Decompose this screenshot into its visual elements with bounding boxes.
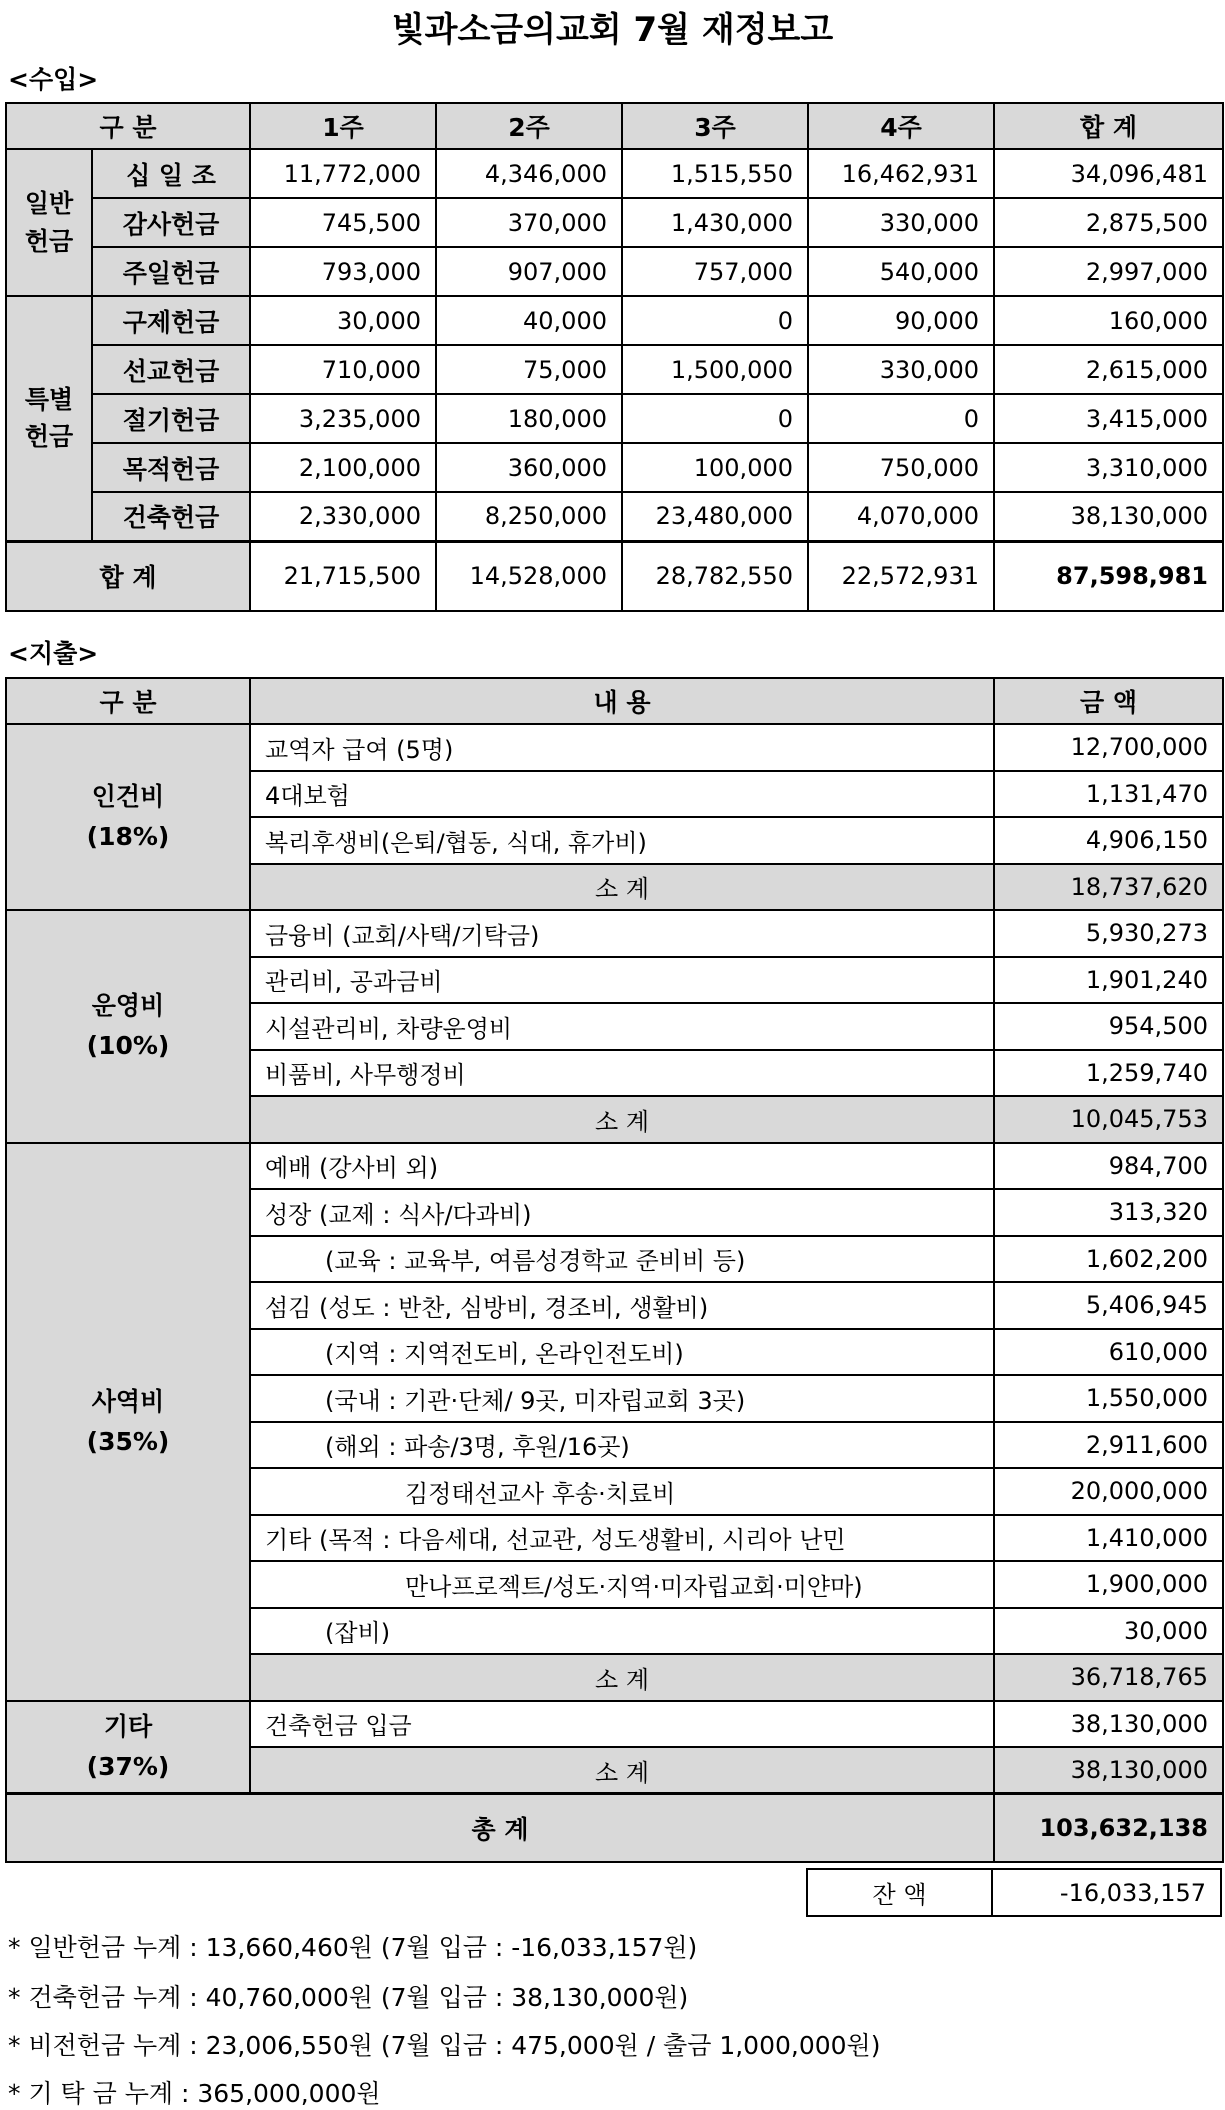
expense-item-text: 섬김 (성도 : 반찬, 심방비, 경조비, 생활비): [250, 1282, 994, 1329]
income-value-w4: 540,000: [808, 247, 994, 296]
income-item-label: 구제헌금: [92, 296, 250, 345]
income-value-w1: 710,000: [250, 345, 436, 394]
income-total-w3: 28,782,550: [622, 541, 808, 611]
income-value-w4: 4,070,000: [808, 492, 994, 541]
expense-item-text: (해외 : 파송/3명, 후원/16곳): [250, 1422, 994, 1469]
expense-row: [6, 910, 1223, 957]
expense-header-amount: 금 액: [994, 678, 1223, 724]
income-total-label: 합 계: [6, 541, 250, 611]
expense-item-amount: 2,911,600: [994, 1422, 1223, 1469]
income-value-total: 3,310,000: [994, 443, 1223, 492]
expense-item-amount: 12,700,000: [994, 724, 1223, 771]
income-value-w3: 0: [622, 296, 808, 345]
expense-item-text: (지역 : 지역전도비, 온라인전도비): [250, 1329, 994, 1376]
expense-item-text: 예배 (강사비 외): [250, 1143, 994, 1190]
income-item-label: 목적헌금: [92, 443, 250, 492]
income-row: [6, 443, 1223, 492]
income-group-label: 특별 헌금: [6, 296, 92, 541]
expense-item-text: 비품비, 사무행정비: [250, 1050, 994, 1097]
expense-item-amount: 30,000: [994, 1608, 1223, 1655]
expense-item-text: 관리비, 공과금비: [250, 957, 994, 1004]
income-table: [5, 102, 1224, 612]
expense-item-text: 건축헌금 입금: [250, 1701, 994, 1748]
expense-item-text: 교역자 급여 (5명): [250, 724, 994, 771]
expense-row: [6, 1701, 1223, 1748]
expense-item-amount: 610,000: [994, 1329, 1223, 1376]
income-value-w4: 330,000: [808, 345, 994, 394]
income-item-label: 선교헌금: [92, 345, 250, 394]
expense-item-text: 기타 (목적 : 다음세대, 선교관, 성도생활비, 시리아 난민: [250, 1515, 994, 1562]
expense-group-cell: [6, 1143, 250, 1701]
income-total-w1: 21,715,500: [250, 541, 436, 611]
income-value-w3: 23,480,000: [622, 492, 808, 541]
balance-table: [806, 1868, 1222, 1917]
income-value-w1: 2,330,000: [250, 492, 436, 541]
expense-subtotal-amount: 36,718,765: [994, 1654, 1223, 1701]
expense-group-cell: [6, 910, 250, 1143]
income-value-w3: 100,000: [622, 443, 808, 492]
income-value-w2: 907,000: [436, 247, 622, 296]
income-row: [6, 394, 1223, 443]
expense-group-percent: (35%): [86, 1426, 170, 1456]
expense-item-amount: 4,906,150: [994, 817, 1223, 864]
income-value-w1: 745,500: [250, 198, 436, 247]
balance-value: -16,033,157: [992, 1869, 1221, 1916]
expense-row: [6, 724, 1223, 771]
expense-item-amount: 1,602,200: [994, 1236, 1223, 1283]
income-value-w3: 1,430,000: [622, 198, 808, 247]
income-value-w4: 16,462,931: [808, 149, 994, 198]
expense-item-amount: 1,901,240: [994, 957, 1223, 1004]
expense-item-amount: 1,550,000: [994, 1375, 1223, 1422]
income-header-row: [6, 103, 1223, 149]
income-value-w2: 40,000: [436, 296, 622, 345]
income-value-total: 34,096,481: [994, 149, 1223, 198]
income-total-w4: 22,572,931: [808, 541, 994, 611]
income-value-w3: 1,515,550: [622, 149, 808, 198]
expense-table: [5, 677, 1224, 1863]
income-value-w4: 90,000: [808, 296, 994, 345]
income-header-total: 합 계: [994, 103, 1223, 149]
expense-group-percent: (18%): [86, 822, 170, 851]
income-value-w1: 793,000: [250, 247, 436, 296]
note-vision-offering: * 비전헌금 누계 : 23,006,550원 (7월 입금 : 475,000원 / 출금 1,000,000원): [8, 2031, 881, 2060]
income-header-w4: 4주: [808, 103, 994, 149]
income-value-w3: 1,500,000: [622, 345, 808, 394]
expense-group-name: 운영비: [91, 991, 165, 1021]
expense-group-percent: (10%): [86, 1031, 170, 1061]
expense-header-content: 내 용: [250, 678, 994, 724]
income-value-w2: 360,000: [436, 443, 622, 492]
expense-group-percent: (37%): [86, 1751, 170, 1781]
income-value-w3: 0: [622, 394, 808, 443]
income-value-w2: 8,250,000: [436, 492, 622, 541]
expense-header-category: 구 분: [6, 678, 250, 724]
expense-item-amount: 5,406,945: [994, 1282, 1223, 1329]
expense-group-name: 기타: [103, 1711, 153, 1741]
expense-item-text: 김정태선교사 후송·치료비: [250, 1468, 994, 1515]
expense-item-text: (잡비): [250, 1608, 994, 1655]
income-header-w3: 3주: [622, 103, 808, 149]
expense-subtotal-amount: 10,045,753: [994, 1096, 1223, 1143]
income-group-label: 일반 헌금: [6, 149, 92, 296]
income-row: [6, 198, 1223, 247]
income-row: [6, 492, 1223, 541]
income-item-label: 주일헌금: [92, 247, 250, 296]
expense-item-amount: 5,930,273: [994, 910, 1223, 957]
income-value-total: 38,130,000: [994, 492, 1223, 541]
expense-subtotal-label: 소 계: [250, 864, 994, 911]
income-value-w4: 750,000: [808, 443, 994, 492]
expense-group-cell: [6, 724, 250, 910]
income-value-total: 160,000: [994, 296, 1223, 345]
expense-item-amount: 954,500: [994, 1003, 1223, 1050]
expense-subtotal-label: 소 계: [250, 1747, 994, 1794]
income-value-total: 2,875,500: [994, 198, 1223, 247]
expense-item-text: 복리후생비(은퇴/협동, 식대, 휴가비): [250, 817, 994, 864]
income-value-total: 2,615,000: [994, 345, 1223, 394]
expense-subtotal-label: 소 계: [250, 1096, 994, 1143]
expense-item-text: 성장 (교제 : 식사/다과비): [250, 1189, 994, 1236]
income-row: [6, 247, 1223, 296]
income-value-w4: 330,000: [808, 198, 994, 247]
expense-item-amount: 1,900,000: [994, 1561, 1223, 1608]
note-general-offering: * 일반헌금 누계 : 13,660,460원 (7월 입금 : -16,033,157원): [8, 1933, 698, 1962]
income-section-label: <수입>: [8, 65, 99, 94]
expense-item-text: 만나프로젝트/성도·지역·미자립교회·미얀마): [250, 1561, 994, 1608]
income-value-w1: 2,100,000: [250, 443, 436, 492]
expense-subtotal-label: 소 계: [250, 1654, 994, 1701]
expense-subtotal-amount: 38,130,000: [994, 1747, 1223, 1794]
balance-label: 잔 액: [807, 1869, 992, 1916]
expense-item-amount: 38,130,000: [994, 1701, 1223, 1748]
income-item-label: 건축헌금: [92, 492, 250, 541]
income-item-label: 절기헌금: [92, 394, 250, 443]
income-value-w2: 370,000: [436, 198, 622, 247]
income-value-total: 3,415,000: [994, 394, 1223, 443]
income-row: [6, 345, 1223, 394]
income-grand-total: 87,598,981: [994, 541, 1223, 611]
expense-group-name: 사역비: [91, 1386, 165, 1416]
expense-item-text: 금융비 (교회/사택/기탁금): [250, 910, 994, 957]
note-building-offering: * 건축헌금 누계 : 40,760,000원 (7월 입금 : 38,130,000원): [8, 1983, 689, 2012]
income-total-w2: 14,528,000: [436, 541, 622, 611]
expense-section-label: <지출>: [8, 639, 99, 668]
expense-item-amount: 1,259,740: [994, 1050, 1223, 1097]
income-value-w2: 180,000: [436, 394, 622, 443]
expense-item-text: 4대보험: [250, 771, 994, 818]
expense-grand-total-label: 총 계: [6, 1794, 994, 1862]
income-value-w1: 30,000: [250, 296, 436, 345]
expense-header-row: [6, 678, 1223, 724]
expense-subtotal-amount: 18,737,620: [994, 864, 1223, 911]
income-header-w1: 1주: [250, 103, 436, 149]
income-row: [6, 149, 1223, 198]
income-item-label: 십 일 조: [92, 149, 250, 198]
expense-group-name: 인건비: [91, 782, 165, 811]
expense-item-amount: 984,700: [994, 1143, 1223, 1190]
expense-item-text: (국내 : 기관·단체/ 9곳, 미자립교회 3곳): [250, 1375, 994, 1422]
income-value-w3: 757,000: [622, 247, 808, 296]
income-value-w2: 75,000: [436, 345, 622, 394]
income-value-w1: 3,235,000: [250, 394, 436, 443]
note-deposit: * 기 탁 금 누계 : 365,000,000원: [8, 2079, 381, 2108]
income-item-label: 감사헌금: [92, 198, 250, 247]
expense-grand-total-row: [6, 1794, 1223, 1862]
expense-item-amount: 1,410,000: [994, 1515, 1223, 1562]
income-total-row: [6, 541, 1223, 611]
income-header-w2: 2주: [436, 103, 622, 149]
page-title: 빛과소금의교회 7월 재정보고: [391, 10, 834, 50]
income-value-w4: 0: [808, 394, 994, 443]
income-row: [6, 296, 1223, 345]
expense-group-cell: [6, 1701, 250, 1794]
expense-grand-total-value: 103,632,138: [994, 1794, 1223, 1862]
income-value-total: 2,997,000: [994, 247, 1223, 296]
income-value-w1: 11,772,000: [250, 149, 436, 198]
expense-item-amount: 313,320: [994, 1189, 1223, 1236]
income-header-category: 구 분: [6, 103, 250, 149]
income-value-w2: 4,346,000: [436, 149, 622, 198]
expense-item-text: 시설관리비, 차량운영비: [250, 1003, 994, 1050]
expense-item-text: (교육 : 교육부, 여름성경학교 준비비 등): [250, 1236, 994, 1283]
expense-item-amount: 1,131,470: [994, 771, 1223, 818]
expense-item-amount: 20,000,000: [994, 1468, 1223, 1515]
expense-row: [6, 1143, 1223, 1190]
